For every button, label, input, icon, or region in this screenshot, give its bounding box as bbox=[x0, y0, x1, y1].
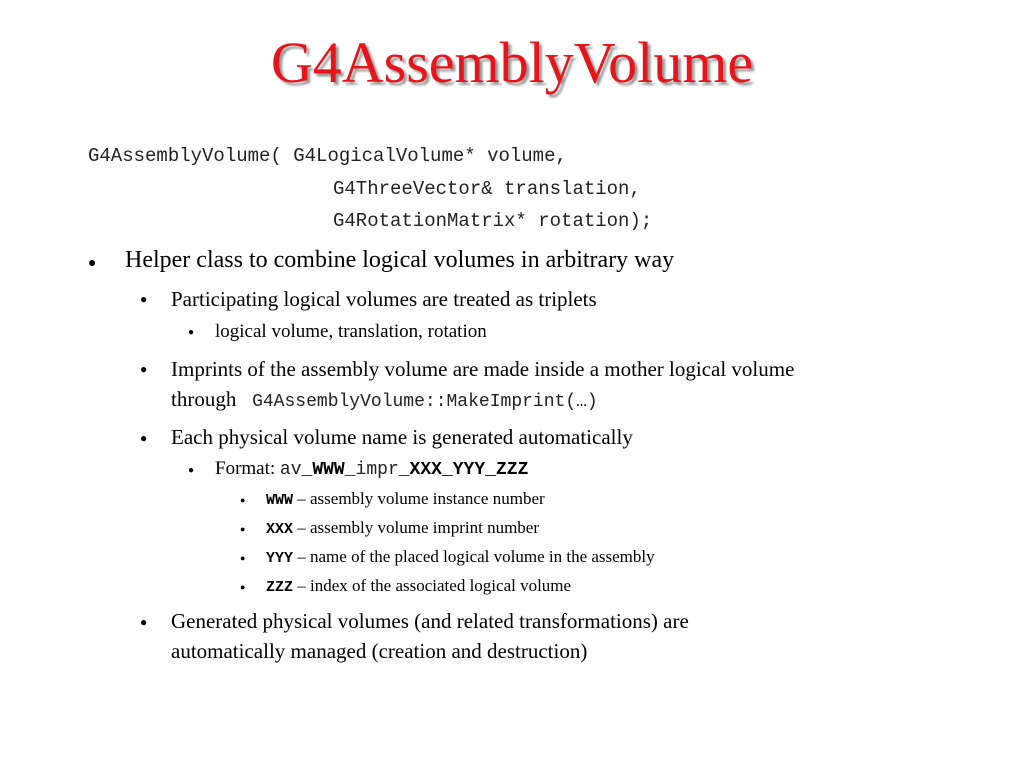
slide-title: G4AssemblyVolume bbox=[270, 30, 754, 95]
bullet-www bbox=[266, 489, 545, 509]
xxx-code: XXX bbox=[266, 521, 294, 538]
bullet-dot: ● bbox=[240, 524, 246, 534]
signature-line-1: G4AssemblyVolume( G4LogicalVolume* volume, bbox=[88, 145, 567, 167]
bullet-xxx bbox=[266, 518, 539, 538]
imprints-through: through bbox=[171, 387, 237, 411]
zzz-desc: – index of the associated logical volume bbox=[297, 576, 572, 595]
format-label: Format: bbox=[215, 458, 276, 479]
bullet-dot: ● bbox=[140, 431, 148, 445]
format-www: WWW bbox=[312, 460, 345, 480]
bullet-dot: ● bbox=[140, 292, 148, 306]
www-code: WWW bbox=[266, 492, 294, 509]
bullet-each-name: Each physical volume name is generated automatically bbox=[171, 425, 633, 449]
format-av: av_ bbox=[279, 460, 313, 480]
xxx-desc: – assembly volume imprint number bbox=[297, 518, 540, 537]
format-xyz: XXX_YYY_ZZZ bbox=[409, 460, 529, 480]
bullet-generated-line2: automatically managed (creation and destruction) bbox=[171, 639, 588, 663]
bullet-dot: ● bbox=[240, 582, 246, 592]
bullet-dot: ● bbox=[240, 495, 246, 505]
yyy-desc: – name of the placed logical volume in the assembly bbox=[297, 547, 655, 566]
bullet-imprints-line2 bbox=[171, 384, 598, 417]
zzz-code: ZZZ bbox=[266, 579, 294, 596]
imprints-code: G4AssemblyVolume::MakeImprint(…) bbox=[252, 392, 598, 412]
bullet-zzz bbox=[266, 576, 571, 596]
bullet-helper: Helper class to combine logical volumes in arbitrary way bbox=[125, 247, 675, 273]
format-impr: _impr_ bbox=[344, 460, 410, 480]
bullet-dot: ● bbox=[140, 362, 148, 376]
www-desc: – assembly volume instance number bbox=[297, 489, 545, 508]
bullet-dot: ● bbox=[140, 615, 148, 629]
bullet-dot: ● bbox=[88, 256, 97, 271]
bullet-generated-line1: Generated physical volumes (and related transformations) are bbox=[171, 609, 689, 633]
yyy-code: YYY bbox=[266, 550, 294, 567]
bullet-format bbox=[215, 458, 528, 480]
bullet-dot: ● bbox=[188, 327, 195, 338]
bullet-participating: Participating logical volumes are treated as triplets bbox=[171, 287, 597, 311]
signature-line-2: G4ThreeVector& translation, bbox=[333, 178, 641, 200]
bullet-imprints-line1: Imprints of the assembly volume are made inside a mother logical volume bbox=[171, 357, 795, 381]
signature-line-3: G4RotationMatrix* rotation); bbox=[333, 210, 653, 232]
bullet-triplet: logical volume, translation, rotation bbox=[215, 321, 487, 342]
bullet-dot: ● bbox=[240, 553, 246, 563]
bullet-dot: ● bbox=[188, 465, 195, 476]
bullet-yyy bbox=[266, 547, 655, 567]
